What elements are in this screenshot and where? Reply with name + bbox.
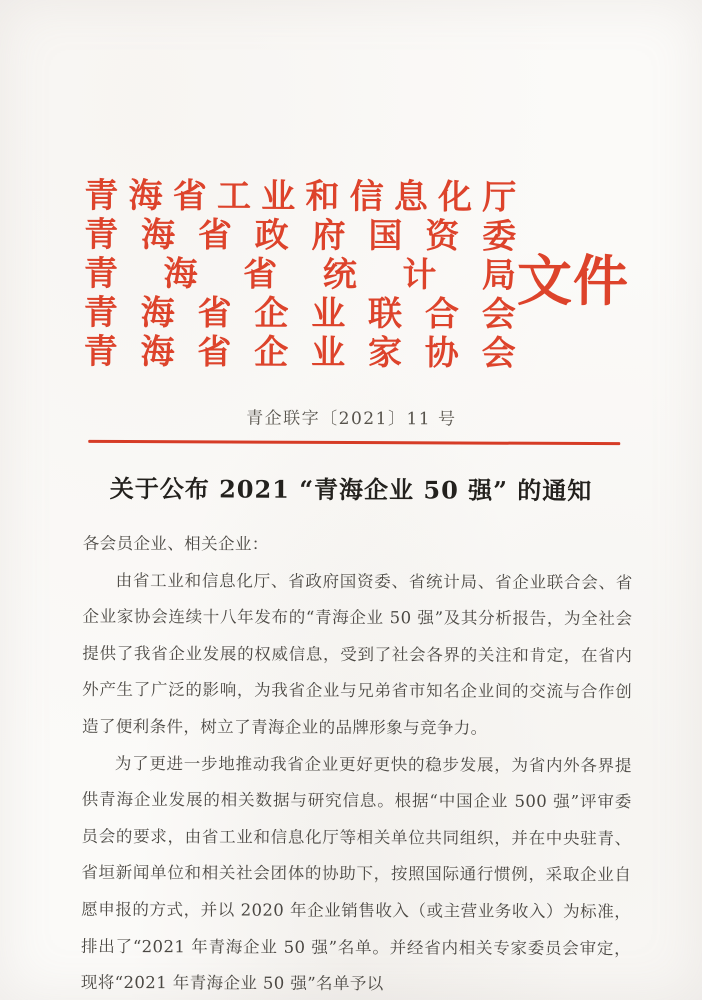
paragraph-1: 由省工业和信息化厅、省政府国资委、省统计局、省企业联合会、省企业家协会连续十八年发布的“青海企业 50 强”及其分析报告，为全社会提供了我省企业发展的权威信息，受到了社会各界的关注和肯定，在省内外产生了广泛的影响，为我省企业与兄弟省市知名企业间的交流与合作创造了便利条件，树立了青海企业的品牌形象与竞争力。 (81, 570, 633, 738)
document-title: 关于公布 2021 “青海企业 50 强” 的通知 (109, 473, 593, 506)
letterhead-line-4: 青海省企业联合会 (83, 292, 516, 335)
document-body (81, 526, 633, 1000)
letterhead (84, 177, 517, 374)
document-label: 文件 (516, 247, 630, 314)
salutation: 各会员企业、相关企业： (82, 533, 269, 554)
paragraph-2: 为了更进一步地推动我省企业更好更快的稳步发展，为省内外各界提供青海企业发展的相关数据与研究信息。根据“中国企业 500 强”评审委员会的要求，由省工业和信息化厅等相关单位共同组织，并在中央驻青、省垣新闻单位和相关社会团体的协助下，按照国际通行惯例，采取企业自愿申报的方式，并以 2020 年企业销售收入（或主营业务收入）为标准，排出了“2021 年青海企业 50 强”名单。并经省内相关专家委员会审定，现将“2021 年青海企业 50 强”名单予以 (80, 753, 632, 994)
letterhead-line-3: 青海省统计局 (83, 253, 517, 296)
document-number: 青企联字〔2021〕11 号 (246, 408, 457, 430)
letterhead-line-5: 青海省企业家协会 (83, 331, 516, 374)
letterhead-line-1: 青海省工业和信息化厅 (84, 175, 517, 218)
letterhead-line-2: 青海省政府国资委 (84, 214, 517, 257)
red-divider (88, 440, 620, 445)
